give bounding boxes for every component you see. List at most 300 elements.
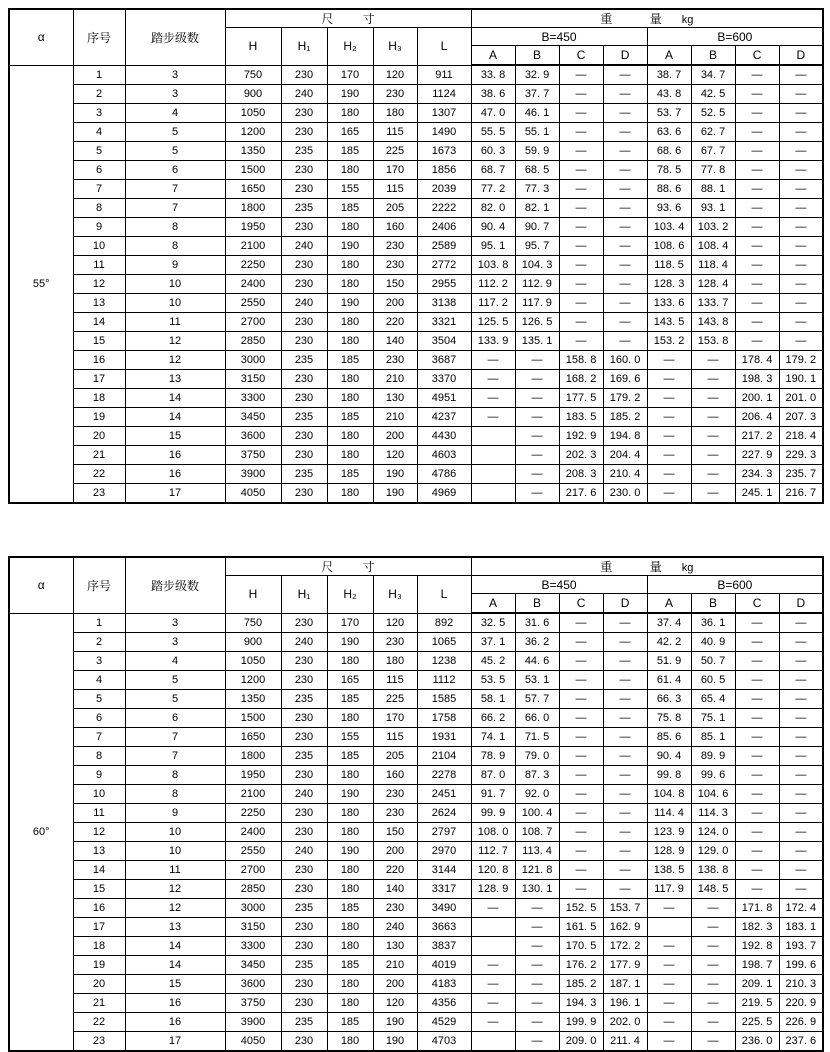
table-cell: 217. 2 bbox=[735, 427, 779, 446]
table-cell: 42. 5 bbox=[691, 85, 735, 104]
table-cell: 200 bbox=[373, 842, 417, 861]
table-cell: 8 bbox=[125, 237, 225, 256]
table-cell: 1500 bbox=[225, 709, 281, 728]
table-cell: 170 bbox=[373, 709, 417, 728]
table-cell: — bbox=[559, 690, 603, 709]
table-cell: 170 bbox=[373, 161, 417, 180]
table-cell: — bbox=[603, 294, 647, 313]
table-cell: 210. 4 bbox=[603, 465, 647, 484]
table-cell: 77. 3 bbox=[515, 180, 559, 199]
table-cell: 16 bbox=[125, 1013, 225, 1032]
table-cell: 117. 9 bbox=[515, 294, 559, 313]
table-cell: 3600 bbox=[225, 975, 281, 994]
table-cell: 185 bbox=[327, 465, 373, 484]
table-cell: 178. 4 bbox=[735, 351, 779, 370]
table-cell: — bbox=[559, 823, 603, 842]
table-cell: 180 bbox=[327, 332, 373, 351]
table-cell: 230 bbox=[373, 351, 417, 370]
table-cell: — bbox=[779, 180, 823, 199]
table-cell: — bbox=[603, 85, 647, 104]
table-cell: 2104 bbox=[417, 747, 471, 766]
table-cell: 240 bbox=[281, 237, 327, 256]
table-cell: 128. 9 bbox=[471, 880, 515, 899]
table-cell: 230 bbox=[373, 85, 417, 104]
table-cell: 152. 5 bbox=[559, 899, 603, 918]
table-cell: 3450 bbox=[225, 956, 281, 975]
table-cell: 230 bbox=[281, 652, 327, 671]
table-cell: 118. 5 bbox=[647, 256, 691, 275]
table-cell: 3750 bbox=[225, 994, 281, 1013]
table-cell: 43. 8 bbox=[647, 85, 691, 104]
table-cell: 161. 5 bbox=[559, 918, 603, 937]
table-cell: 37. 7 bbox=[515, 85, 559, 104]
table-cell: — bbox=[559, 218, 603, 237]
table-cell: — bbox=[735, 690, 779, 709]
table-cell: 1856 bbox=[417, 161, 471, 180]
table-row bbox=[9, 899, 823, 918]
col-header-B: B bbox=[691, 46, 735, 66]
table-cell: 133. 9 bbox=[471, 332, 515, 351]
col-header-H1: H₁ bbox=[281, 576, 327, 614]
table-cell: — bbox=[647, 899, 691, 918]
table-cell: 230 bbox=[281, 918, 327, 937]
table-header bbox=[9, 9, 823, 65]
table-cell: 155 bbox=[327, 180, 373, 199]
table-cell: 15 bbox=[73, 880, 125, 899]
table-cell: 3321 bbox=[417, 313, 471, 332]
table-cell: 16 bbox=[73, 899, 125, 918]
table-cell: 74. 1 bbox=[471, 728, 515, 747]
col-header-A: A bbox=[471, 594, 515, 614]
table-cell: — bbox=[559, 123, 603, 142]
table-cell: 103. 4 bbox=[647, 218, 691, 237]
table-cell: 118. 4 bbox=[691, 256, 735, 275]
table-cell: — bbox=[603, 690, 647, 709]
table-cell: — bbox=[559, 880, 603, 899]
table-cell: 128. 3 bbox=[647, 275, 691, 294]
table-cell: — bbox=[691, 484, 735, 504]
table-cell: 185. 2 bbox=[559, 975, 603, 994]
table-cell: 230 bbox=[281, 65, 327, 85]
table-cell: — bbox=[779, 652, 823, 671]
table-cell: 117. 9 bbox=[647, 880, 691, 899]
table-row bbox=[9, 975, 823, 994]
table-cell: 217. 6 bbox=[559, 484, 603, 504]
table-cell: — bbox=[735, 161, 779, 180]
table-cell: 4 bbox=[73, 123, 125, 142]
table-cell: — bbox=[691, 1032, 735, 1052]
table-cell: — bbox=[603, 671, 647, 690]
table-cell: 3663 bbox=[417, 918, 471, 937]
table-cell: 78. 5 bbox=[647, 161, 691, 180]
table-row bbox=[9, 728, 823, 747]
table-cell: 4356 bbox=[417, 994, 471, 1013]
table-cell: 190 bbox=[327, 633, 373, 652]
table-cell: 205 bbox=[373, 199, 417, 218]
table-cell: — bbox=[735, 613, 779, 633]
table-cell: 20 bbox=[73, 427, 125, 446]
table-cell: 235 bbox=[281, 351, 327, 370]
table-cell: 240 bbox=[373, 918, 417, 937]
col-header-H2: H₂ bbox=[327, 576, 373, 614]
table-cell: — bbox=[779, 275, 823, 294]
table-cell: 3 bbox=[73, 104, 125, 123]
table-cell: — bbox=[735, 728, 779, 747]
table-cell: 115 bbox=[373, 728, 417, 747]
table-cell: 230 bbox=[281, 218, 327, 237]
table-cell: 892 bbox=[417, 613, 471, 633]
table-cell: 4430 bbox=[417, 427, 471, 446]
table-cell: 66. 0 bbox=[515, 709, 559, 728]
col-header-A: A bbox=[647, 594, 691, 614]
table-cell: 75. 8 bbox=[647, 709, 691, 728]
table-cell: — bbox=[471, 975, 515, 994]
spec-table-alpha-55 bbox=[8, 8, 824, 504]
table-cell: 230 bbox=[281, 275, 327, 294]
table-cell: 126. 5 bbox=[515, 313, 559, 332]
table-cell: 138. 5 bbox=[647, 861, 691, 880]
table-cell: — bbox=[603, 861, 647, 880]
table-cell: 5 bbox=[73, 142, 125, 161]
table-cell: — bbox=[735, 142, 779, 161]
table-cell: 1931 bbox=[417, 728, 471, 747]
table-cell: 85. 6 bbox=[647, 728, 691, 747]
table-cell: — bbox=[779, 804, 823, 823]
col-header-L: L bbox=[417, 28, 471, 66]
table-cell: — bbox=[603, 747, 647, 766]
table-cell: — bbox=[515, 484, 559, 504]
table-cell: — bbox=[779, 842, 823, 861]
table-cell: — bbox=[735, 123, 779, 142]
table-cell: 7 bbox=[125, 728, 225, 747]
col-header-index: 序号 bbox=[73, 9, 125, 65]
table-cell: 128. 4 bbox=[691, 275, 735, 294]
table-cell: — bbox=[515, 975, 559, 994]
table-cell: 79. 0 bbox=[515, 747, 559, 766]
table-row bbox=[9, 427, 823, 446]
table-cell: — bbox=[735, 65, 779, 85]
table-row bbox=[9, 256, 823, 275]
table-cell: 2 bbox=[73, 633, 125, 652]
table-cell: — bbox=[735, 180, 779, 199]
table-cell: 71. 5 bbox=[515, 728, 559, 747]
table-cell: 230 bbox=[373, 785, 417, 804]
table-row bbox=[9, 123, 823, 142]
table-cell: 176. 2 bbox=[559, 956, 603, 975]
table-cell: 120. 8 bbox=[471, 861, 515, 880]
table-cell: — bbox=[779, 709, 823, 728]
table-cell: 230. 0 bbox=[603, 484, 647, 504]
table-cell: 202. 3 bbox=[559, 446, 603, 465]
table-cell: 230 bbox=[281, 427, 327, 446]
table-cell: — bbox=[471, 956, 515, 975]
table-cell: 234. 3 bbox=[735, 465, 779, 484]
table-cell: 230 bbox=[281, 313, 327, 332]
table-cell: 3837 bbox=[417, 937, 471, 956]
table-cell: — bbox=[559, 104, 603, 123]
table-cell: 1050 bbox=[225, 104, 281, 123]
table-cell: — bbox=[779, 633, 823, 652]
table-cell: — bbox=[603, 332, 647, 351]
table-cell: 12 bbox=[125, 880, 225, 899]
table-cell: — bbox=[647, 370, 691, 389]
table-cell: — bbox=[779, 671, 823, 690]
table-row bbox=[9, 142, 823, 161]
table-cell: 1650 bbox=[225, 728, 281, 747]
table-row bbox=[9, 861, 823, 880]
table-cell: 46. 1 bbox=[515, 104, 559, 123]
table-cell: 180 bbox=[373, 104, 417, 123]
table-cell: — bbox=[559, 652, 603, 671]
table-cell: 190. 1 bbox=[779, 370, 823, 389]
table-cell: 230 bbox=[281, 123, 327, 142]
table-cell: 207. 3 bbox=[779, 408, 823, 427]
col-header-H1: H₁ bbox=[281, 28, 327, 66]
table-cell: 42. 2 bbox=[647, 633, 691, 652]
table-cell: — bbox=[779, 728, 823, 747]
table-cell: — bbox=[779, 861, 823, 880]
table-cell: 53. 7 bbox=[647, 104, 691, 123]
table-cell: 245. 1 bbox=[735, 484, 779, 504]
table-cell: 68. 7 bbox=[471, 161, 515, 180]
table-cell: — bbox=[735, 709, 779, 728]
table-cell: 8 bbox=[125, 218, 225, 237]
table-cell: — bbox=[559, 709, 603, 728]
table-cell: — bbox=[691, 975, 735, 994]
table-cell: 124. 0 bbox=[691, 823, 735, 842]
table-cell: — bbox=[779, 65, 823, 85]
table-cell: 38. 7 bbox=[647, 65, 691, 85]
table-cell: — bbox=[559, 804, 603, 823]
table-header bbox=[9, 557, 823, 613]
table-cell: 53. 1 bbox=[515, 671, 559, 690]
table-cell: — bbox=[515, 427, 559, 446]
table-cell: 235 bbox=[281, 408, 327, 427]
table-cell: 13 bbox=[125, 918, 225, 937]
col-header-A: A bbox=[647, 46, 691, 66]
table-cell: 170 bbox=[327, 65, 373, 85]
col-header-C: C bbox=[735, 594, 779, 614]
table-cell: — bbox=[691, 465, 735, 484]
table-cell: 227. 9 bbox=[735, 446, 779, 465]
table-cell: — bbox=[603, 218, 647, 237]
table-cell: — bbox=[647, 975, 691, 994]
table-cell: 130 bbox=[373, 937, 417, 956]
table-cell: 12 bbox=[125, 351, 225, 370]
table-cell: 130. 1 bbox=[515, 880, 559, 899]
table-cell: 15 bbox=[73, 332, 125, 351]
table-cell: 1200 bbox=[225, 671, 281, 690]
table-cell: 113. 4 bbox=[515, 842, 559, 861]
table-cell: 5 bbox=[125, 142, 225, 161]
table-row bbox=[9, 880, 823, 899]
table-cell: 199. 6 bbox=[779, 956, 823, 975]
table-cell: — bbox=[471, 408, 515, 427]
table-cell: 114. 3 bbox=[691, 804, 735, 823]
table-cell: 209. 1 bbox=[735, 975, 779, 994]
table-cell: 6 bbox=[73, 709, 125, 728]
table-cell: 125. 5 bbox=[471, 313, 515, 332]
table-cell: 230 bbox=[373, 633, 417, 652]
table-cell: 230 bbox=[281, 180, 327, 199]
table-cell: 37. 1 bbox=[471, 633, 515, 652]
table-cell: 180 bbox=[327, 484, 373, 504]
table-cell: 900 bbox=[225, 85, 281, 104]
table-cell: 210 bbox=[373, 408, 417, 427]
table-cell bbox=[471, 1032, 515, 1052]
table-cell: 93. 1 bbox=[691, 199, 735, 218]
table-cell: 2250 bbox=[225, 256, 281, 275]
table-cell: 121. 8 bbox=[515, 861, 559, 880]
table-cell: 235. 7 bbox=[779, 465, 823, 484]
table-cell: 20 bbox=[73, 975, 125, 994]
table-cell bbox=[471, 465, 515, 484]
table-cell: 2 bbox=[73, 85, 125, 104]
table-cell: 185 bbox=[327, 408, 373, 427]
table-cell: 3 bbox=[125, 613, 225, 633]
table-cell: 185. 2 bbox=[603, 408, 647, 427]
weight-title: 重 量 bbox=[600, 560, 662, 574]
table-cell: 120 bbox=[373, 994, 417, 1013]
table-cell: — bbox=[691, 937, 735, 956]
table-cell: 82. 1 bbox=[515, 199, 559, 218]
table-cell: 16 bbox=[125, 994, 225, 1013]
table-cell: — bbox=[691, 446, 735, 465]
col-header-H2: H₂ bbox=[327, 28, 373, 66]
table-row bbox=[9, 1032, 823, 1052]
table-cell: 2589 bbox=[417, 237, 471, 256]
table-cell: 180 bbox=[327, 389, 373, 408]
table-cell: 57. 7 bbox=[515, 690, 559, 709]
table-cell: 115 bbox=[373, 671, 417, 690]
table-cell: 180 bbox=[327, 994, 373, 1013]
table-cell: — bbox=[735, 747, 779, 766]
table-cell: 180 bbox=[327, 313, 373, 332]
table-cell: 2250 bbox=[225, 804, 281, 823]
table-cell: 180 bbox=[327, 104, 373, 123]
col-header-D: D bbox=[779, 594, 823, 614]
table-cell: 34. 7 bbox=[691, 65, 735, 85]
table-cell: — bbox=[779, 237, 823, 256]
table-cell: 53. 5 bbox=[471, 671, 515, 690]
col-header-C: C bbox=[559, 46, 603, 66]
table-row bbox=[9, 104, 823, 123]
dims-group-header: 尺 寸 bbox=[225, 9, 471, 28]
table-cell: 23 bbox=[73, 484, 125, 504]
table-cell: 4969 bbox=[417, 484, 471, 504]
table-cell: 1800 bbox=[225, 199, 281, 218]
table-row bbox=[9, 199, 823, 218]
table-cell: 66. 2 bbox=[471, 709, 515, 728]
table-cell: 18 bbox=[73, 937, 125, 956]
table-cell: 2550 bbox=[225, 294, 281, 313]
table-cell: — bbox=[471, 370, 515, 389]
table-cell: — bbox=[691, 408, 735, 427]
table-cell: 185 bbox=[327, 1013, 373, 1032]
table-cell: 230 bbox=[281, 256, 327, 275]
table-cell: — bbox=[691, 389, 735, 408]
table-row bbox=[9, 823, 823, 842]
table-cell: — bbox=[779, 785, 823, 804]
col-header-D: D bbox=[603, 594, 647, 614]
table-cell: — bbox=[735, 199, 779, 218]
table-cell: 60. 3 bbox=[471, 142, 515, 161]
table-cell: 240 bbox=[281, 294, 327, 313]
table-cell: 2772 bbox=[417, 256, 471, 275]
table-cell: 2451 bbox=[417, 785, 471, 804]
table-cell: 180 bbox=[327, 709, 373, 728]
table-cell: — bbox=[559, 85, 603, 104]
table-cell: — bbox=[735, 861, 779, 880]
table-cell: 90. 4 bbox=[647, 747, 691, 766]
table-cell: 160 bbox=[373, 766, 417, 785]
table-cell: 23 bbox=[73, 1032, 125, 1052]
table-cell: 90. 4 bbox=[471, 218, 515, 237]
table-cell: 6 bbox=[125, 161, 225, 180]
table-cell: 230 bbox=[281, 613, 327, 633]
table-cell: — bbox=[735, 823, 779, 842]
table-row bbox=[9, 85, 823, 104]
table-cell: 13 bbox=[73, 842, 125, 861]
table-cell: 18 bbox=[73, 389, 125, 408]
table-cell: 169. 6 bbox=[603, 370, 647, 389]
table-cell: 10 bbox=[125, 275, 225, 294]
table-cell: 210 bbox=[373, 370, 417, 389]
table-cell: — bbox=[515, 918, 559, 937]
table-cell: 3300 bbox=[225, 389, 281, 408]
table-cell: 196. 1 bbox=[603, 994, 647, 1013]
table-cell: 91. 7 bbox=[471, 785, 515, 804]
table-cell: 230 bbox=[373, 804, 417, 823]
table-cell: 10 bbox=[125, 842, 225, 861]
table-cell: 230 bbox=[373, 899, 417, 918]
table-cell: 2550 bbox=[225, 842, 281, 861]
table-cell: 235 bbox=[281, 899, 327, 918]
table-cell: 2850 bbox=[225, 880, 281, 899]
table-cell: 77. 2 bbox=[471, 180, 515, 199]
col-header-D: D bbox=[603, 46, 647, 66]
table-cell: 198. 7 bbox=[735, 956, 779, 975]
table-cell: — bbox=[735, 256, 779, 275]
table-cell: 8 bbox=[73, 747, 125, 766]
table-cell: 185 bbox=[327, 956, 373, 975]
table-cell: 8 bbox=[73, 199, 125, 218]
table-cell: 2850 bbox=[225, 332, 281, 351]
table-cell: 171. 8 bbox=[735, 899, 779, 918]
table-cell: — bbox=[735, 313, 779, 332]
table-cell: 230 bbox=[281, 389, 327, 408]
table-cell: 180 bbox=[327, 218, 373, 237]
table-cell: 6 bbox=[125, 709, 225, 728]
table-cell: 112. 2 bbox=[471, 275, 515, 294]
table-cell: 8 bbox=[125, 766, 225, 785]
table-cell: 60. 5 bbox=[691, 671, 735, 690]
table-cell: — bbox=[735, 880, 779, 899]
table-cell: — bbox=[559, 671, 603, 690]
table-cell: — bbox=[471, 1013, 515, 1032]
table-cell: 14 bbox=[125, 937, 225, 956]
table-cell: 185 bbox=[327, 899, 373, 918]
table-cell: 68. 5 bbox=[515, 161, 559, 180]
table-cell: 140 bbox=[373, 332, 417, 351]
table-cell: 138. 8 bbox=[691, 861, 735, 880]
table-row bbox=[9, 408, 823, 427]
table-cell: 180 bbox=[327, 918, 373, 937]
table-body bbox=[9, 65, 823, 503]
table-cell: 190 bbox=[327, 237, 373, 256]
table-cell: 17 bbox=[125, 1032, 225, 1052]
table-cell: — bbox=[647, 389, 691, 408]
